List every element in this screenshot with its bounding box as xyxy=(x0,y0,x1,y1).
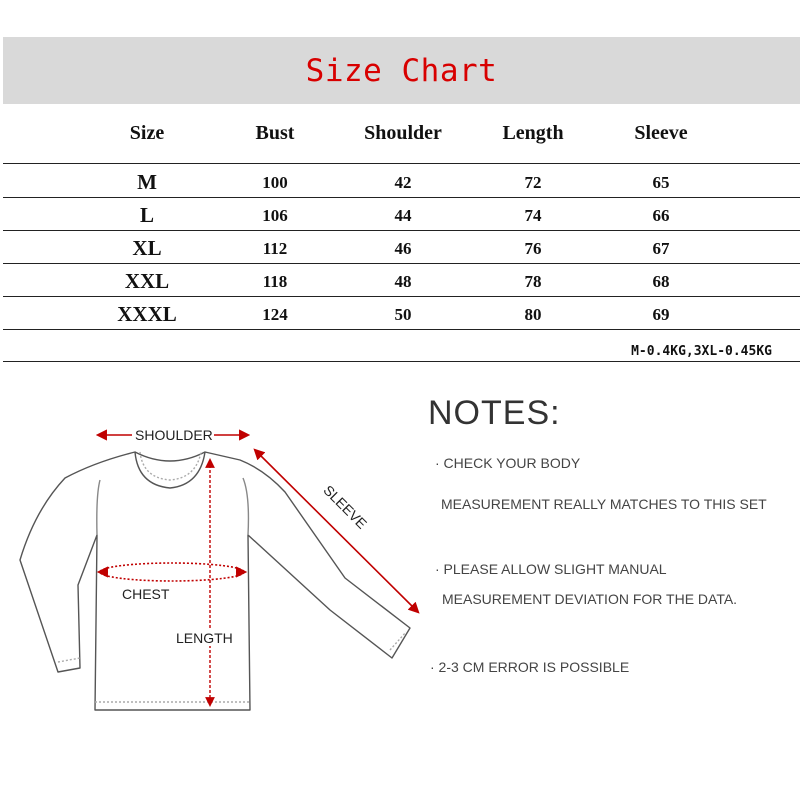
table-row xyxy=(0,298,800,331)
table-divider xyxy=(3,361,800,362)
cell-shoulder: 46 xyxy=(394,238,412,258)
cell-shoulder: 50 xyxy=(394,304,412,324)
chest-label: CHEST xyxy=(122,586,170,602)
cell-bust: 112 xyxy=(262,238,288,258)
table-row xyxy=(0,265,800,298)
cell-length: 78 xyxy=(524,271,542,291)
cell-size: XXXL xyxy=(117,302,177,326)
note-line: MEASUREMENT DEVIATION FOR THE DATA. xyxy=(442,591,738,607)
table-row xyxy=(0,199,800,232)
chest-ellipse xyxy=(100,563,244,581)
cell-shoulder: 42 xyxy=(394,172,412,192)
header-size: Size xyxy=(129,122,165,144)
cell-bust: 106 xyxy=(262,205,288,225)
weight-note: M-0.4KG,3XL-0.45KG xyxy=(631,344,772,359)
cell-size: M xyxy=(137,170,157,194)
cell-length: 76 xyxy=(524,238,542,258)
cell-sleeve: 67 xyxy=(652,238,670,258)
note-line: · CHECK YOUR BODY xyxy=(435,455,581,471)
table-divider xyxy=(3,263,800,264)
cell-bust: 124 xyxy=(262,304,288,324)
cell-shoulder: 44 xyxy=(394,205,412,225)
cell-bust: 118 xyxy=(262,271,288,291)
shirt-diagram xyxy=(0,400,440,740)
cell-size: L xyxy=(139,203,154,227)
sleeve-label: SLEEVE xyxy=(320,481,371,532)
table-divider xyxy=(3,230,800,231)
table-header-row xyxy=(0,104,800,163)
cell-sleeve: 68 xyxy=(652,271,670,291)
header-bust: Bust xyxy=(255,122,295,144)
cell-sleeve: 69 xyxy=(652,304,670,324)
notes-title: NOTES: xyxy=(428,394,561,432)
shoulder-label: SHOULDER xyxy=(135,427,213,443)
note-line: · PLEASE ALLOW SLIGHT MANUAL xyxy=(435,561,667,577)
header-length: Length xyxy=(502,122,564,144)
cell-length: 74 xyxy=(524,205,542,225)
note-line: · 2-3 CM ERROR IS POSSIBLE xyxy=(430,659,630,675)
title-banner xyxy=(3,37,800,104)
table-divider xyxy=(3,329,800,330)
table-row xyxy=(0,167,800,198)
note-line: MEASUREMENT REALLY MATCHES TO THIS SET xyxy=(441,496,767,512)
table-divider xyxy=(3,197,800,198)
cell-sleeve: 66 xyxy=(652,205,670,225)
cell-shoulder: 48 xyxy=(394,271,412,291)
header-shoulder: Shoulder xyxy=(364,122,442,144)
cell-size: XXL xyxy=(124,269,170,293)
cell-length: 72 xyxy=(524,172,542,192)
cell-sleeve: 65 xyxy=(652,172,670,192)
table-divider xyxy=(3,163,800,164)
table-divider xyxy=(3,296,800,297)
page-title: Size Chart xyxy=(305,52,498,89)
sleeve-arrow xyxy=(255,450,418,612)
length-label: LENGTH xyxy=(176,630,233,646)
shirt-outline xyxy=(20,452,410,710)
cell-bust: 100 xyxy=(262,172,288,192)
cell-length: 80 xyxy=(524,304,542,324)
cell-size: XL xyxy=(132,236,162,260)
header-sleeve: Sleeve xyxy=(634,122,688,144)
table-row xyxy=(0,232,800,265)
